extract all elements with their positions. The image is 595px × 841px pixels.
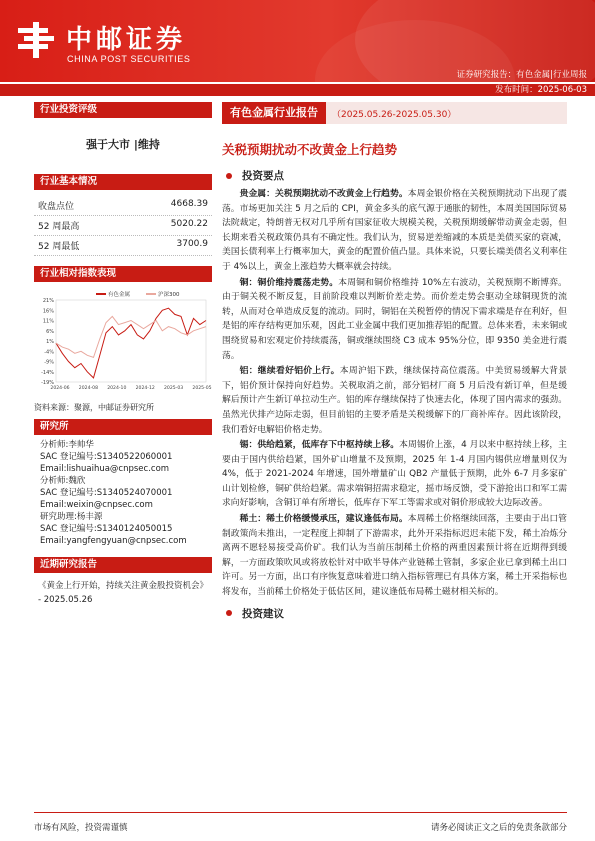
pubdate-bar <box>0 84 595 96</box>
report-header <box>222 102 567 124</box>
paragraph-rare-earth: 稀土：稀土价格缓慢承压，建议逢低布局。本周稀土价格继续回落，主要由于出口管制政策尚未推出，一定程度上抑制了下游需求，此外开采指标迟迟未能下发，稀土冶炼分离两不愿轻易接受高价矿。我们认为当前压制稀土价格的两重因素预计将在近期得到缓解，一方面政策吹风或将放松针对中欧半导体产业链稀土管制，多家企业已拿到稀土出口许可。另一方面，出口有序恢复意味着进口纳入指标管理已有具体方案，稀土开采指标也将发布，当前稀土价格处于低估区间，建议逢低布局稀土磁材相关标的。 <box>222 514 567 598</box>
x-tick-label: 2025-05 <box>192 386 212 391</box>
y-tick-label: -14% <box>41 369 54 376</box>
logo-english: CHINA POST SECURITIES <box>67 54 191 64</box>
y-tick-label: 1% <box>46 339 54 345</box>
researcher-email[interactable]: Email:weixin@cnpsec.com <box>40 500 153 510</box>
plot-frame <box>56 300 206 382</box>
y-tick-label: 16% <box>42 308 54 315</box>
report-tag: 有色金属行业报告 <box>222 102 326 124</box>
recent-report-link[interactable]: 《黄金上行开始，持续关注黄金股投资机会》 - 2025.05.26 <box>38 581 209 605</box>
basic-info-heading: 行业基本情况 <box>34 174 212 190</box>
y-tick-label: 21% <box>42 298 54 304</box>
industry-rating: 强于大市 |维持 <box>86 138 160 151</box>
basic-row: 收盘点位 4668.39 <box>34 196 212 216</box>
section-key-points: 投资要点 <box>222 168 567 183</box>
x-tick-label: 2025-03 <box>163 386 184 391</box>
date-range: （2025.05.26-2025.05.30） <box>332 109 457 120</box>
header-banner <box>0 0 595 82</box>
china-post-logo-icon <box>16 20 56 60</box>
x-tick-label: 2024-10 <box>107 386 127 391</box>
rating-heading: 行业投资评级 <box>34 102 212 118</box>
researcher-line: 研究助理:杨丰源 <box>40 512 103 522</box>
paragraph-copper: 铜：铜价维持震荡走势。本周铜和铜价格维持 10%左右波动，关税预期不断博弈。由于铜关税不断反复，目前阶段难以判断价差走势。而价差走势会驱动全球铜现货的流转，从而对仓单造成反复的流动。同时，铜铝在关税暂停的情况下需求端是存在利好，但是铝的库存结构更加乐观，因此工业金属中我们更加推荐铝的配置。总体来看，未来铜或围绕贸易和宏观定价持续震荡，铜或继续围绕 C3 成本 95%分位，即 9350 美金进行震荡。 <box>222 277 567 361</box>
series-line-nonferrous <box>56 308 206 378</box>
legend-label: 沪深300 <box>158 292 180 298</box>
chart-heading: 行业相对指数表现 <box>34 266 212 282</box>
report-title: 关税预期扰动不改黄金上行趋势 <box>222 142 398 157</box>
researcher-line: SAC 登记编号:S1340522060001 <box>40 452 173 462</box>
paragraph-aluminum: 铝：继续看好铝价上行。本周沪铝下跌，继续保持高位震荡。中美贸易缓解大背景下，铝价预计保持向好趋势。关税取消之前，部分铝材厂商 5 月后没有新订单，但是缓解后预计产生新订单拉动生产。铝的库存继续保持了快速去化，体现了国内需求的强劲。虽然光伏排产边际走弱，但目前铝的主要矛盾是关税缓解下的厂商补库存。因此该阶段，我们看好电解铝价格走势。 <box>222 366 567 435</box>
paragraph-gold: 贵金属：关税预期扰动不改黄金上行趋势。本周金银价格在关税预期扰动下出现了震荡。市场更加关注 5 月之后的 CPI，黄金多头的底气源于通胀的韧性，本周美国国际贸易法院裁定，特朗普无权对几乎所有国家征收大规模关税，关税预期缓解带动黄金走弱，但长期来看关税政策仍具有不确定性。我们认为，贸易逆差缩减的本质是美债买家的衰减，美国长债利率上行概率加大，黄金的配置价值凸显。具体来说，只要长端美债名义利率住于 4%以上，黄金上涨趋势大概率就会持续。 <box>222 189 567 272</box>
x-tick-label: 2024-12 <box>135 386 155 391</box>
y-tick-label: -19% <box>41 380 54 386</box>
footer <box>34 812 567 833</box>
paragraph-tin: 锡：供给趋紧，低库存下中枢持续上移。本周锡价上涨，4 月以来中枢持续上移，主要由于国内供给趋紧，国外矿山增量不及预期，2025 年 1-4 月国内锡供应增量则仅为 4%，低于 2021-2024 年增速，国外增量矿山 QB2 产量低于预期，此外 6-7 月多家矿山计划检修，铜矿供给趋紧。需求端铜招需求稳定，摇市场反馈，受下游抢出口和军工需求向好影响，含铜订单有所增长，低库存下军工等需求或对铜价形成较大边际改善。 <box>222 440 567 509</box>
researcher-heading: 研究所 <box>34 419 212 435</box>
y-tick-label: 6% <box>46 328 54 335</box>
report-type: 证券研究报告：有色金属|行业周报 <box>456 70 587 80</box>
main-content <box>222 102 567 625</box>
y-tick-label: 11% <box>42 318 54 325</box>
x-tick-label: 2024-08 <box>78 386 99 391</box>
researcher-line: 分析师:李帅华 <box>40 440 94 450</box>
y-tick-label: -9% <box>44 359 54 366</box>
legend-label: 有色金属 <box>108 292 131 298</box>
logo-chinese: 中邮证券 <box>66 25 187 55</box>
y-tick-label: -4% <box>44 349 54 356</box>
researcher-line: SAC 登记编号:S1340124050015 <box>40 524 173 534</box>
bullet-icon <box>226 610 232 616</box>
bullet-icon <box>226 173 232 179</box>
researcher-line: SAC 登记编号:S1340524070001 <box>40 488 173 498</box>
chart-source: 资料来源：聚源，中邮证券研究所 <box>34 403 154 412</box>
x-tick-label: 2024-06 <box>50 386 70 391</box>
basic-row: 52 周最高 5020.22 <box>34 216 212 236</box>
risk-disclaimer: 市场有风险，投资需谨慎 <box>34 823 128 833</box>
researcher-line: 分析师:魏欣 <box>40 476 86 486</box>
line-chart <box>34 286 212 396</box>
researcher-email[interactable]: Email:lishuaihua@cnpsec.com <box>40 464 170 474</box>
section-advice: 投资建议 <box>222 606 567 621</box>
researcher-list <box>34 439 212 547</box>
basic-info-table <box>34 196 212 256</box>
sidebar <box>34 102 212 613</box>
basic-row: 52 周最低 3700.9 <box>34 236 212 256</box>
publish-date: 发布时间：2025-06-03 <box>495 85 587 95</box>
recent-reports-heading: 近期研究报告 <box>34 557 212 573</box>
researcher-email[interactable]: Email:yangfengyuan@cnpsec.com <box>40 536 187 546</box>
relative-index-chart <box>34 286 212 396</box>
read-disclaimer: 请务必阅读正文之后的免责条款部分 <box>430 823 567 833</box>
